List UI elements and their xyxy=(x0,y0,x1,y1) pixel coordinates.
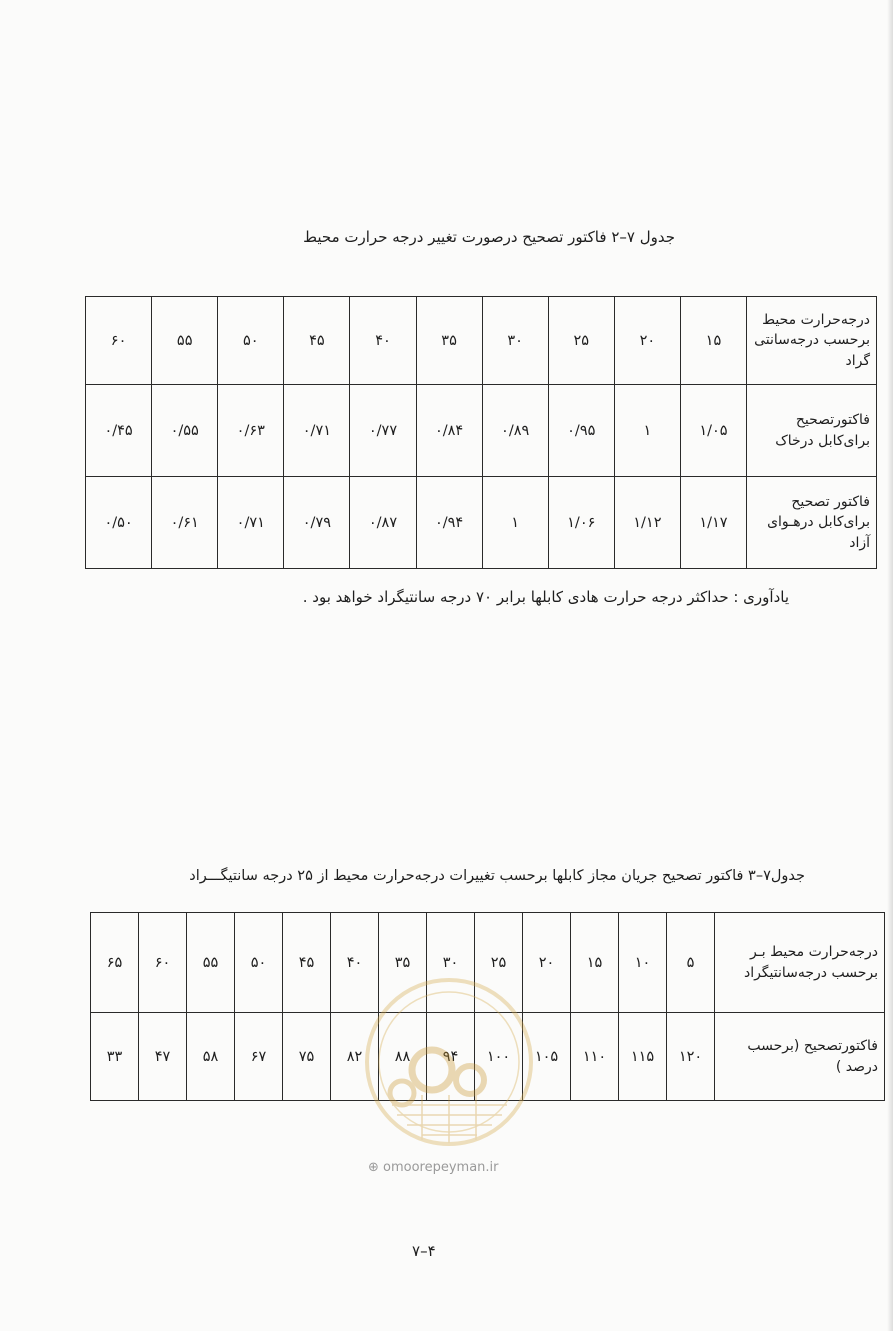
table-cell: ۰/۵۰ xyxy=(86,477,152,569)
table-cell: ۵۰ xyxy=(235,913,283,1013)
correction-factor-table xyxy=(85,296,877,569)
row-header: فاکتور تصحیح برای‌کابل درهـوای آزاد xyxy=(747,477,877,569)
table-cell: ۶۵ xyxy=(91,913,139,1013)
table-cell: ۱۵ xyxy=(571,913,619,1013)
table-cell: ۳۰ xyxy=(427,913,475,1013)
table-cell: ۰/۷۱ xyxy=(218,477,284,569)
table-cell: ۴۷ xyxy=(139,1013,187,1101)
table-cell: ۱۰ xyxy=(619,913,667,1013)
table-cell: ۱ xyxy=(482,477,548,569)
table-cell: ۴۰ xyxy=(331,913,379,1013)
table-cell: ۱۰۰ xyxy=(475,1013,523,1101)
table-cell: ۱۲۰ xyxy=(667,1013,715,1101)
table-cell: ۵ xyxy=(667,913,715,1013)
table-cell: ۲۵ xyxy=(475,913,523,1013)
page-number: ۴–۷ xyxy=(412,1242,436,1260)
table-cell: ۰/۵۵ xyxy=(152,385,218,477)
table-cell: ۲۰ xyxy=(614,297,680,385)
table-cell: ۰/۹۴ xyxy=(416,477,482,569)
table-cell: ۰/۴۵ xyxy=(86,385,152,477)
watermark-url: ⊕ omoorepeyman.ir xyxy=(368,1160,499,1175)
row-header: درجه‌حرارت محیط برحسب درجه‌سانتی گراد xyxy=(747,297,877,385)
table-cell: ۱۵ xyxy=(680,297,746,385)
table-cell: ۱/۱۷ xyxy=(680,477,746,569)
table2-title: جدول۷–۳ فاکتور تصحیح جریان مجاز کابلها برحسب تغییرات درجه‌حرارت محیط از ۲۵ درجه سانتیگـــراد xyxy=(189,868,805,884)
table-cell: ۶۷ xyxy=(235,1013,283,1101)
row-header: فاکتورتصحیح برای‌کابل درخاک xyxy=(747,385,877,477)
table-cell: ۱ xyxy=(614,385,680,477)
table-cell: ۰/۸۴ xyxy=(416,385,482,477)
table-cell: ۶۰ xyxy=(139,913,187,1013)
table-cell: ۵۸ xyxy=(187,1013,235,1101)
table-cell: ۰/۷۹ xyxy=(284,477,350,569)
table-cell: ۰/۸۷ xyxy=(350,477,416,569)
table-cell: ۳۰ xyxy=(482,297,548,385)
table-cell: ۵۵ xyxy=(152,297,218,385)
table-cell: ۰/۹۵ xyxy=(548,385,614,477)
table-cell: ۱/۰۶ xyxy=(548,477,614,569)
table-cell: ۱/۱۲ xyxy=(614,477,680,569)
table-row xyxy=(86,477,877,569)
reminder-note: یادآوری : حداکثر درجه حرارت هادی کابلها برابر ۷۰ درجه سانتیگراد خواهد بود . xyxy=(302,588,789,606)
table-cell: ۰/۷۷ xyxy=(350,385,416,477)
table-cell: ۱/۰۵ xyxy=(680,385,746,477)
page-edge-shadow xyxy=(887,0,893,1331)
table-cell: ۵۵ xyxy=(187,913,235,1013)
table-cell: ۸۲ xyxy=(331,1013,379,1101)
table-cell: ۶۰ xyxy=(86,297,152,385)
table-cell: ۷۵ xyxy=(283,1013,331,1101)
table-cell: ۴۵ xyxy=(283,913,331,1013)
table-cell: ۰/۸۹ xyxy=(482,385,548,477)
watermark-logo xyxy=(362,965,537,1160)
table-cell: ۲۰ xyxy=(523,913,571,1013)
table-cell: ۰/۷۱ xyxy=(284,385,350,477)
table-cell: ۰/۶۱ xyxy=(152,477,218,569)
table-cell: ۱۱۰ xyxy=(571,1013,619,1101)
table-cell: ۳۵ xyxy=(379,913,427,1013)
table-cell: ۹۴ xyxy=(427,1013,475,1101)
table-row xyxy=(86,297,877,385)
table-cell: ۳۵ xyxy=(416,297,482,385)
table-cell: ۳۳ xyxy=(91,1013,139,1101)
row-header: درجه‌حرارت محیط بـر برحسب درجه‌سانتیگراد xyxy=(715,913,885,1013)
table-cell: ۱۱۵ xyxy=(619,1013,667,1101)
table-cell: ۵۰ xyxy=(218,297,284,385)
table-row xyxy=(86,385,877,477)
table-cell: ۱۰۵ xyxy=(523,1013,571,1101)
table-cell: ۰/۶۳ xyxy=(218,385,284,477)
table-cell: ۴۵ xyxy=(284,297,350,385)
table-cell: ۲۵ xyxy=(548,297,614,385)
row-header: فاکتورتصحیح (برحسب درصد ) xyxy=(715,1013,885,1101)
table1-title: جدول ۷–۲ فاکتور تصحیح درصورت تغییر درجه حرارت محیط xyxy=(303,228,675,246)
table-cell: ۴۰ xyxy=(350,297,416,385)
table-cell: ۸۸ xyxy=(379,1013,427,1101)
